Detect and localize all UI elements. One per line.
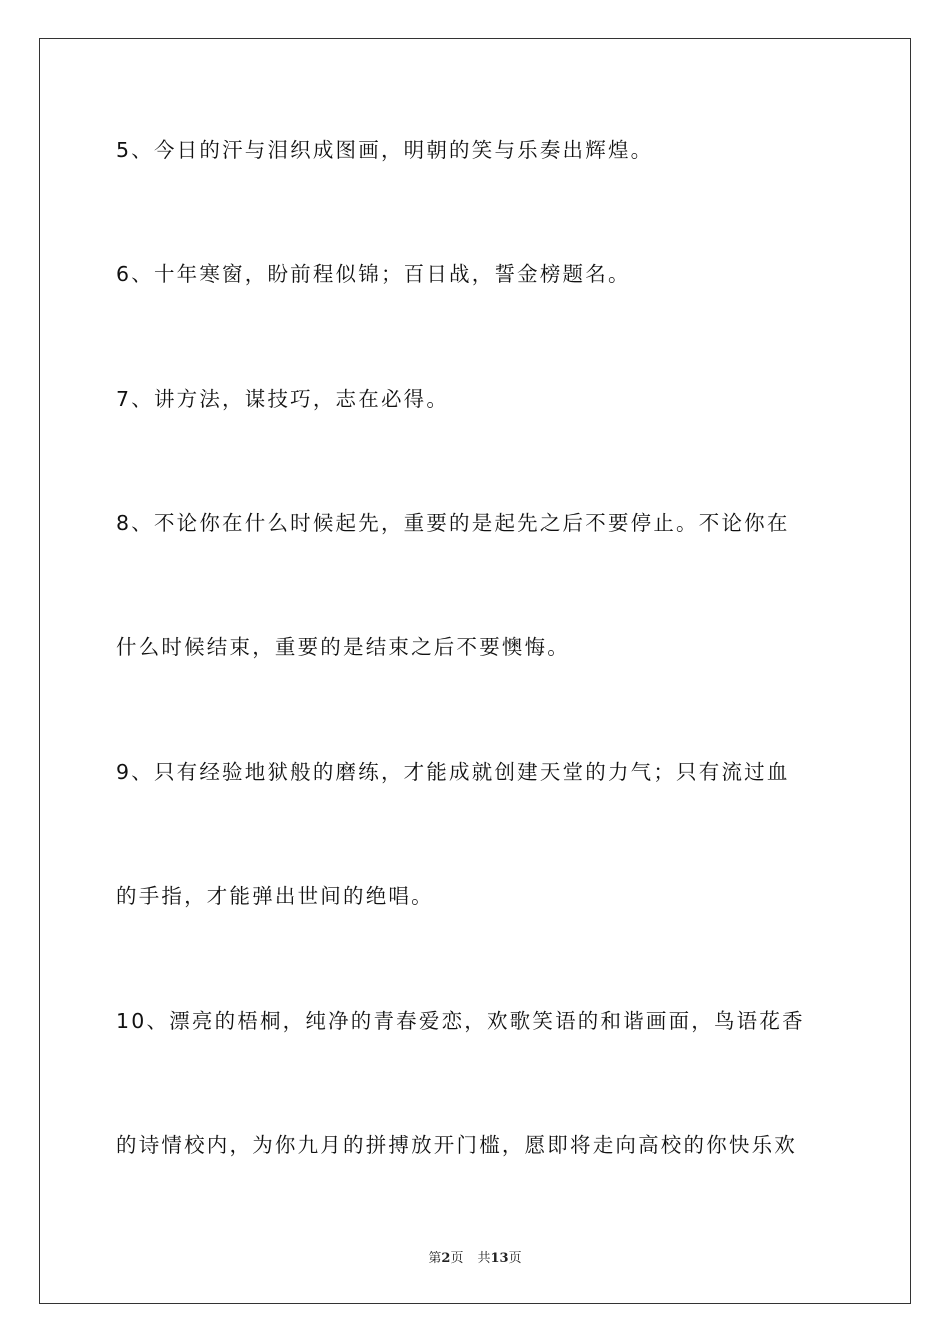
text-line-5: 什么时候结束，重要的是结束之后不要懊悔。	[116, 635, 570, 659]
text-line-6: 9、只有经验地狱般的磨练，才能成就创建天堂的力气；只有流过血	[116, 760, 790, 784]
footer-page-suffix: 页	[450, 1251, 464, 1266]
page-frame	[39, 38, 911, 1304]
text-line-1: 5、今日的汗与泪织成图画，明朝的笑与乐奏出辉煌。	[116, 138, 654, 162]
text-line-4: 8、不论你在什么时候起先，重要的是起先之后不要停止。不论你在	[116, 511, 790, 535]
text-line-2: 6、十年寒窗，盼前程似锦；百日战，誓金榜题名。	[116, 262, 631, 286]
text-line-8: 10、漂亮的梧桐，纯净的青春爱恋，欢歌笑语的和谐画面，鸟语花香	[116, 1009, 805, 1033]
page-footer	[0, 1247, 950, 1266]
footer-page-number: 2	[441, 1251, 451, 1266]
footer-total-number: 13	[490, 1251, 509, 1266]
footer-total-suffix: 页	[508, 1251, 522, 1266]
text-line-7: 的手指，才能弹出世间的绝唱。	[116, 884, 434, 908]
footer-page-prefix: 第	[428, 1251, 442, 1266]
text-line-9: 的诗情校内，为你九月的拼搏放开门槛，愿即将走向高校的你快乐欢	[116, 1133, 797, 1157]
footer-total-prefix: 共	[477, 1251, 491, 1266]
text-line-3: 7、讲方法，谋技巧，志在必得。	[116, 387, 450, 411]
